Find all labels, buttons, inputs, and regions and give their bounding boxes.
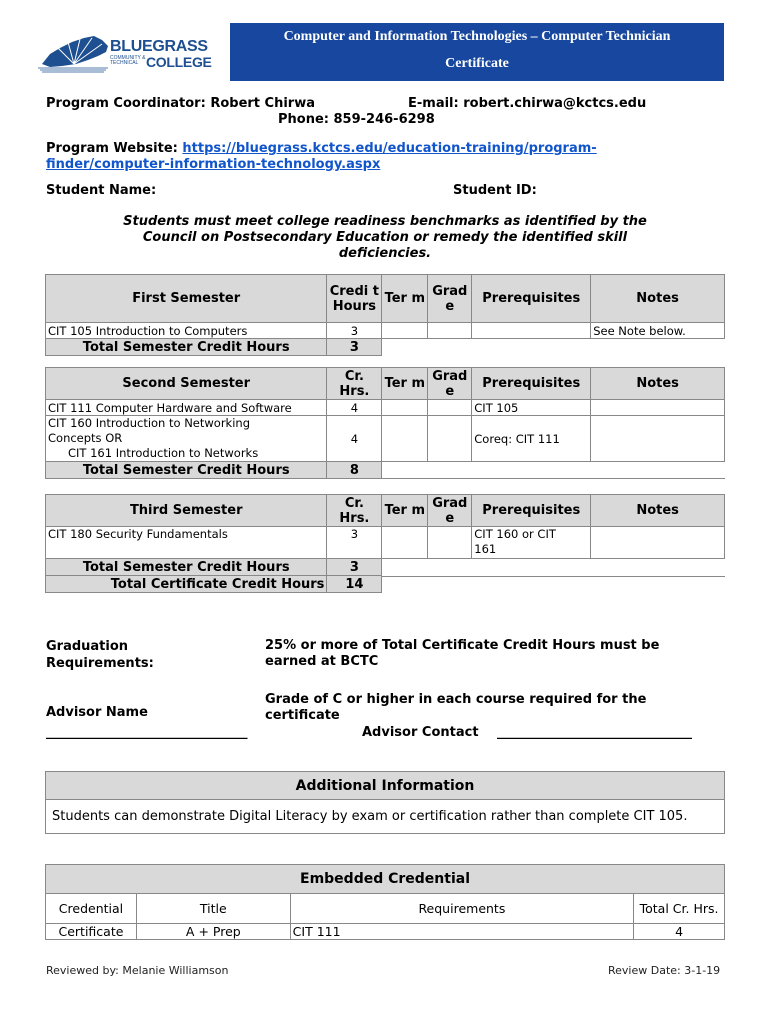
table-header-row xyxy=(46,368,725,400)
course-cell: CIT 180 Security Fundamentals xyxy=(46,527,327,559)
col-notes: Notes xyxy=(591,275,725,323)
course-option-a: CIT 160 Introduction to Networking xyxy=(48,416,251,430)
prereq-cell: Coreq: CIT 111 xyxy=(472,416,591,462)
divider xyxy=(382,478,725,479)
col-credit-hours: Cr. Hrs. xyxy=(327,495,382,527)
course-option-b: CIT 161 Introduction to Networks xyxy=(68,446,259,460)
col-grade: Grad e xyxy=(428,275,472,323)
title-cell: A + Prep xyxy=(136,924,290,940)
review-date: Review Date: 3-1-19 xyxy=(608,964,721,977)
credits-cell: 3 xyxy=(327,527,382,559)
grade-cell[interactable] xyxy=(428,416,472,462)
certificate-total-label: Total Certificate Credit Hours xyxy=(46,576,327,593)
email-value: robert.chirwa@kctcs.edu xyxy=(463,96,647,111)
graduation-label: Graduation Requirements: xyxy=(46,639,154,671)
email-label: E-mail: xyxy=(408,96,459,111)
program-title-type: Certificate xyxy=(445,56,509,71)
prereq-cell xyxy=(472,527,591,559)
grade-cell[interactable] xyxy=(428,400,472,416)
divider xyxy=(382,576,725,577)
course-cell: CIT 111 Computer Hardware and Software xyxy=(46,400,327,416)
course-cell xyxy=(46,416,327,462)
phone-line xyxy=(278,112,435,127)
term-cell[interactable] xyxy=(382,323,428,339)
graduation-requirement-1: 25% or more of Total Certificate Credit Hours must be earned at BCTC xyxy=(265,638,660,669)
additional-info-table xyxy=(45,771,725,834)
col-grade: Grad e xyxy=(428,368,472,400)
table-row xyxy=(46,323,725,339)
coordinator-name: Robert Chirwa xyxy=(210,96,315,111)
table-row xyxy=(46,400,725,416)
logo-text-bluegrass: BLUEGRASS xyxy=(110,38,208,55)
phone-label: Phone: xyxy=(278,112,329,127)
total-row xyxy=(46,559,725,576)
program-title: Computer and Information Technologies – Computer Technician xyxy=(283,29,671,44)
logo-text-community: COMMUNITY & TECHNICAL xyxy=(110,55,146,66)
credits-cell: 4 xyxy=(327,400,382,416)
website-url-line1: https://bluegrass.kctcs.edu/education-training/program- xyxy=(182,141,597,156)
certificate-total-row xyxy=(46,576,725,593)
readiness-note: Students must meet college readiness benchmarks as identified by the Council on Postsecondary Education or remedy the identified skill deficiencies. xyxy=(123,214,647,261)
coordinator-label: Program Coordinator: xyxy=(46,96,206,111)
website-line xyxy=(46,141,686,173)
col-total-hours: Total Cr. Hrs. xyxy=(634,894,725,924)
additional-info-text: Students can demonstrate Digital Literacy by exam or certification rather than complete CIT 105. xyxy=(46,800,725,834)
prereq-line-1: CIT 160 or CIT xyxy=(474,527,556,541)
credential-cell: Certificate xyxy=(46,924,137,940)
total-value: 3 xyxy=(327,559,382,576)
certificate-total-value: 14 xyxy=(327,576,382,593)
col-semester: Second Semester xyxy=(46,368,327,400)
prereq-cell xyxy=(472,323,591,339)
first-semester-table xyxy=(45,274,725,356)
col-semester: Third Semester xyxy=(46,495,327,527)
notes-cell xyxy=(591,400,725,416)
program-title-banner xyxy=(230,23,724,81)
col-notes: Notes xyxy=(591,368,725,400)
coordinator-line xyxy=(46,96,315,111)
second-semester-table xyxy=(45,367,725,479)
table-header-row xyxy=(46,894,725,924)
website-label: Program Website: xyxy=(46,141,178,156)
col-notes: Notes xyxy=(591,495,725,527)
total-value: 8 xyxy=(327,462,382,479)
graduation-requirement-2: Grade of C or higher in each course required for the certificate xyxy=(265,692,647,723)
prereq-cell: CIT 105 xyxy=(472,400,591,416)
col-semester: First Semester xyxy=(46,275,327,323)
total-value: 3 xyxy=(327,339,382,356)
col-prerequisites: Prerequisites xyxy=(472,495,591,527)
table-header-row xyxy=(46,495,725,527)
col-grade: Grad e xyxy=(428,495,472,527)
col-term: Ter m xyxy=(382,275,428,323)
notes-cell xyxy=(591,527,725,559)
table-row xyxy=(46,416,725,462)
col-requirements: Requirements xyxy=(290,894,633,924)
credits-cell: 3 xyxy=(327,323,382,339)
course-option-or: Concepts OR xyxy=(48,431,123,445)
col-credential: Credential xyxy=(46,894,137,924)
reviewed-by: Reviewed by: Melanie Williamson xyxy=(46,964,229,977)
total-label: Total Semester Credit Hours xyxy=(46,462,327,479)
logo-text-college: COLLEGE xyxy=(146,54,212,70)
hours-cell: 4 xyxy=(634,924,725,940)
table-row xyxy=(46,924,725,940)
prereq-line-2: 161 xyxy=(474,542,497,556)
embedded-credential-table xyxy=(45,864,725,940)
total-row xyxy=(46,462,725,479)
embedded-credential-title: Embedded Credential xyxy=(46,865,725,894)
table-header-row xyxy=(46,275,725,323)
credits-cell: 4 xyxy=(327,416,382,462)
grade-cell[interactable] xyxy=(428,323,472,339)
term-cell[interactable] xyxy=(382,400,428,416)
col-credit-hours: Credi t Hours xyxy=(327,275,382,323)
kentucky-logo-icon xyxy=(38,34,110,74)
col-prerequisites: Prerequisites xyxy=(472,368,591,400)
col-term: Ter m xyxy=(382,368,428,400)
col-term: Ter m xyxy=(382,495,428,527)
advisor-contact-label: Advisor Contact xyxy=(362,725,479,740)
advisor-name-label: Advisor Name xyxy=(46,705,148,720)
website-url-line2: finder/computer-information-technology.aspx xyxy=(46,157,381,172)
term-cell[interactable] xyxy=(382,527,428,559)
third-semester-table xyxy=(45,494,725,593)
advisor-contact-line[interactable]: ______________________________ xyxy=(497,725,692,740)
student-id-label: Student ID: xyxy=(453,183,537,198)
phone-value: 859-246-6298 xyxy=(333,112,435,127)
grade-cell[interactable] xyxy=(428,527,472,559)
advisor-name-line[interactable]: _______________________________ xyxy=(46,725,248,740)
total-row xyxy=(46,339,725,356)
additional-info-title: Additional Information xyxy=(46,772,725,800)
requirements-cell: CIT 111 xyxy=(290,924,633,940)
notes-cell: See Note below. xyxy=(591,323,725,339)
col-credit-hours: Cr. Hrs. xyxy=(327,368,382,400)
col-prerequisites: Prerequisites xyxy=(472,275,591,323)
course-cell: CIT 105 Introduction to Computers xyxy=(46,323,327,339)
notes-cell xyxy=(591,416,725,462)
total-label: Total Semester Credit Hours xyxy=(46,339,327,356)
email-line xyxy=(408,96,646,111)
total-label: Total Semester Credit Hours xyxy=(46,559,327,576)
col-title: Title xyxy=(136,894,290,924)
table-row xyxy=(46,527,725,559)
student-name-label: Student Name: xyxy=(46,183,157,198)
term-cell[interactable] xyxy=(382,416,428,462)
